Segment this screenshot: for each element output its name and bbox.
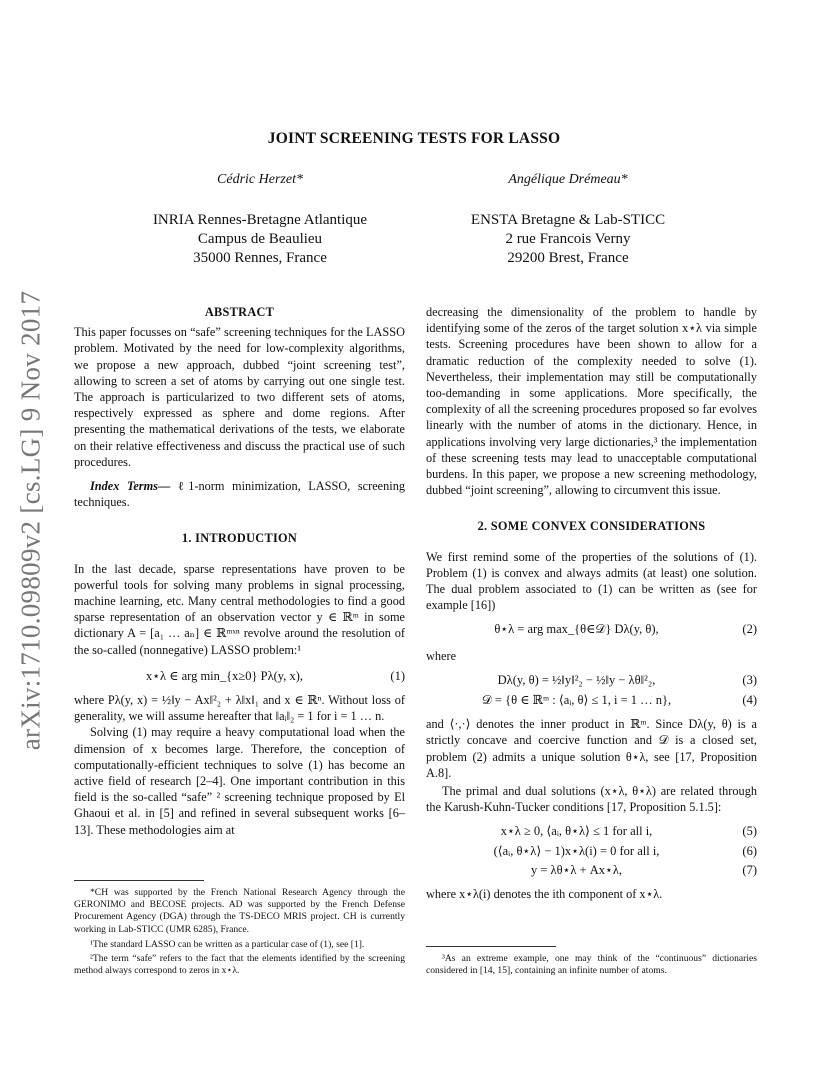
- author-2-affiliation: [408, 211, 728, 268]
- right-paragraph-4: The primal and dual solutions (x⋆λ, θ⋆λ) are related through the Karush-Kuhn-Tucker conditions [17, Proposition 5.1.5]:: [426, 784, 757, 815]
- affiliation-line: 2 rue Francois Verny: [505, 231, 631, 247]
- equation-7-body: y = λθ⋆λ + Ax⋆λ,: [530, 862, 623, 877]
- footnote-rule: [74, 880, 204, 881]
- equation-6-number: (6): [742, 843, 757, 858]
- footnote-rule: [426, 946, 556, 947]
- equation-6: [426, 843, 757, 859]
- affiliation-line: INRIA Rennes-Bretagne Atlantique: [152, 212, 368, 228]
- intro-paragraph-2: where Pλ(y, x) = ½‖y − Ax‖²₂ + λ‖x‖₁ and x ∈ ℝⁿ. Without loss of generality, we will assume hereafter that ‖aᵢ‖₂ = 1 for i = 1 … n.: [74, 693, 405, 724]
- equation-3-number: (3): [742, 672, 757, 687]
- equation-2-body: θ⋆λ = arg max_{θ∈𝒟} Dλ(y, θ),: [494, 622, 659, 637]
- right-paragraph-3: and ⟨·,·⟩ denotes the inner product in ℝᵐ. Since Dλ(y, θ) is a strictly concave and coercive function and 𝒟 is a closed set, problem (2) admits a unique solution θ⋆λ, see [17, Proposition A.8].: [426, 717, 757, 780]
- affiliation-line: Campus de Beaulieu: [197, 231, 323, 247]
- left-column: [74, 304, 405, 838]
- equation-1: [74, 668, 405, 684]
- intro-paragraph-1: In the last decade, sparse representations have proven to be powerful tools for solving many problems in signal processing, machine learning, etc. Many central methodologies to find a good sparse representation of an observation vector y ∈ ℝᵐ in some dictionary A = [a₁ … aₙ] ∈ ℝᵐˣⁿ revolve around the resolution of the so-called (nonnegative) LASSO problem:¹: [74, 561, 405, 657]
- right-paragraph-1: decreasing the dimensionality of the problem to handle by identifying some of the zeros of the target solution x⋆λ via simple tests. Screening procedures have been shown to allow for a dramatic reduction of the complexity needed to solve (1). Nevertheless, their implementation may still be computationally too-demanding in some applications. More specifically, the complexity of all the screening procedures proposed so far evolves linearly with the number of atoms in the dictionary. Hence, in applications involving very large dictionaries,³ the implementation of these screening tests may lead to unacceptable computational burdens. In this paper, we propose a new screening methodology, dubbed “joint screening”, allowing to circumvent this issue.: [426, 305, 757, 498]
- intro-paragraph-3: Solving (1) may require a heavy computational load when the dimension of x becomes large. Therefore, the conception of computationally-efficient techniques to solve (1) has become an active field of research [2–4]. One important contribution in this field is the so-called “safe” ² screening technique proposed by El Ghaoui et al. in [5] and refined in several subsequent works [6–13]. These methodologies aim at: [74, 725, 405, 837]
- affiliation-line: 35000 Rennes, France: [193, 250, 327, 266]
- equation-5-body: x⋆λ ≥ 0, ⟨aᵢ, θ⋆λ⟩ ≤ 1 for all i,: [500, 824, 653, 839]
- where-text: where: [426, 648, 457, 663]
- intro-heading: 1. INTRODUCTION: [181, 531, 298, 546]
- footnote-funding: *CH was supported by the French National Research Agency through the GERONIMO and BECOSE projects. AD was supported by the French Defense Procurement Agency (DGA) through the TS-DECO MRIS project. CH is currently working in Lab-STICC (UMR 6285), France.: [74, 887, 405, 935]
- author-2-name: Angélique Drémeau*: [508, 172, 628, 187]
- index-terms: [74, 478, 405, 510]
- equation-2: [426, 621, 757, 637]
- section-2-heading: 2. SOME CONVEX CONSIDERATIONS: [477, 519, 706, 534]
- right-column: [426, 304, 757, 902]
- arxiv-identifier: [14, 280, 48, 760]
- footnote-1: ¹The standard LASSO can be written as a particular case of (1), see [1].: [90, 938, 365, 950]
- index-terms-text: ℓ1-norm minimization, LASSO, screening techniques.: [74, 479, 405, 510]
- footnote-2: ²The term “safe” refers to the fact that the elements identified by the screening method always correspond to zeros in x⋆λ.: [74, 953, 405, 977]
- right-paragraph-2: We first remind some of the properties of the solutions of (1). Problem (1) is convex and always admits (at least) one solution. The dual problem associated to (1) can be written as (see for example [16]): [426, 549, 757, 613]
- index-terms-label: Index Terms—: [90, 479, 171, 494]
- equation-4-body: 𝒟 = {θ ∈ ℝᵐ : ⟨aᵢ, θ⟩ ≤ 1, i = 1 … n},: [481, 693, 672, 708]
- author-1-affiliation: [100, 211, 420, 268]
- equation-5-number: (5): [742, 824, 757, 839]
- equation-3-body: Dλ(y, θ) = ½‖y‖²₂ − ½‖y − λθ‖²₂,: [497, 672, 656, 687]
- author-1-name: Cédric Herzet*: [217, 172, 303, 187]
- equation-5: [426, 823, 757, 839]
- equation-6-body: (⟨aᵢ, θ⋆λ⟩ − 1)x⋆λ(i) = 0 for all i,: [493, 843, 660, 858]
- arxiv-identifier-text: arXiv:1710.09809v2 [cs.LG] 9 Nov 2017: [15, 290, 46, 750]
- equation-2-number: (2): [742, 622, 757, 637]
- equation-4-number: (4): [742, 693, 757, 708]
- equation-1-number: (1): [390, 668, 405, 683]
- paper-title: JOINT SCREENING TESTS FOR LASSO: [267, 130, 561, 147]
- equation-4: [426, 692, 757, 708]
- abstract-heading: ABSTRACT: [204, 305, 275, 319]
- footnote-3: ³As an extreme example, one may think of the “continuous” dictionaries considered in [14, 15], containing an infinite number of atoms.: [426, 953, 757, 977]
- equation-1-body: x⋆λ ∈ arg min_{x≥0} Pλ(y, x),: [145, 668, 304, 683]
- equation-3: [426, 672, 757, 688]
- affiliation-line: ENSTA Bretagne & Lab-STICC: [470, 212, 666, 228]
- equation-7-number: (7): [742, 862, 757, 877]
- right-footnotes: [426, 946, 757, 977]
- abstract-text: This paper focusses on “safe” screening techniques for the LASSO problem. Motivated by the need for low-complexity algorithms, we propose a new approach, dubbed “joint screening test”, allowing to screen a set of atoms by carrying out one single test. The approach is particularized to two different sets of atoms, respectively expressed as sphere and dome regions. After presenting the mathematical derivations of the tests, we elaborate on their relative effectiveness and discuss the practical use of such procedures.: [74, 325, 405, 469]
- equation-7: [426, 862, 757, 878]
- left-footnotes: [74, 880, 405, 977]
- right-paragraph-5: where x⋆λ(i) denotes the ith component of x⋆λ.: [426, 887, 663, 902]
- affiliation-line: 29200 Brest, France: [507, 250, 629, 266]
